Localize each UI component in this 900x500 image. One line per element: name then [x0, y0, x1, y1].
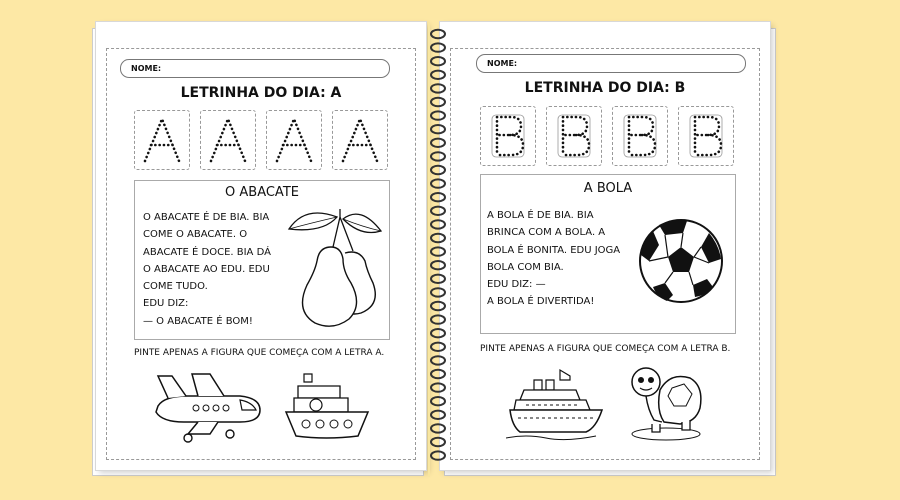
spiral-ring: [431, 220, 445, 228]
story-line: A BOLA É DE BIA. BIA: [487, 210, 594, 221]
spiral-ring: [431, 152, 445, 160]
trace-letter-a-tile[interactable]: [266, 110, 322, 170]
spiral-ring: [431, 207, 445, 215]
turtle-illustration[interactable]: [626, 362, 706, 442]
spiral-ring: [431, 343, 445, 351]
spiral-ring: [431, 356, 445, 364]
story-box: [480, 174, 736, 334]
spiral-ring: [431, 139, 445, 147]
spiral-binding: [418, 22, 458, 472]
spiral-ring: [431, 438, 445, 446]
story-line: A BOLA É DIVERTIDA!: [487, 296, 595, 308]
spiral-ring: [431, 370, 445, 378]
story-text: [487, 207, 620, 311]
spiral-ring: [431, 275, 445, 283]
spiral-ring: [431, 302, 445, 310]
story-line: BRINCA COM A BOLA. A: [487, 227, 606, 239]
story-title: O ABACATE: [225, 185, 299, 200]
trace-letter-a-tile[interactable]: [200, 110, 256, 170]
trace-letter-b-tile[interactable]: [678, 106, 734, 166]
spiral-ring: [431, 43, 445, 51]
story-box: [134, 180, 390, 340]
story-line: — O ABACATE É BOM!: [143, 315, 253, 327]
trace-letter-b-tile[interactable]: [546, 106, 602, 166]
airplane-illustration[interactable]: [148, 368, 266, 444]
spiral-ring: [431, 57, 445, 65]
spiral-ring: [431, 411, 445, 419]
story-line: COME O ABACATE. O: [143, 229, 248, 241]
page-title: LETRINHA DO DIA: A: [180, 85, 342, 101]
story-line: BOLA É BONITA. EDU JOGA: [487, 244, 621, 256]
spiral-ring: [431, 424, 445, 432]
spiral-ring: [431, 125, 445, 133]
story-line: O ABACATE AO EDU. EDU: [143, 263, 270, 275]
avocado-illustration: [285, 201, 385, 331]
spiral-ring: [431, 166, 445, 174]
trace-letter-a-tile[interactable]: [332, 110, 388, 170]
spiral-ring: [431, 98, 445, 106]
page-title: LETRINHA DO DIA: B: [524, 80, 686, 96]
coloring-instruction: PINTE APENAS A FIGURA QUE COMEÇA COM A LETRA A.: [134, 348, 385, 358]
story-line: EDU DIZ:: [143, 298, 189, 310]
coloring-instruction: PINTE APENAS A FIGURA QUE COMEÇA COM A LETRA B.: [480, 344, 731, 354]
spiral-ring: [431, 84, 445, 92]
name-field[interactable]: NOME:: [476, 54, 746, 73]
spiral-ring: [431, 288, 445, 296]
name-field[interactable]: NOME:: [120, 59, 390, 78]
spiral-ring: [431, 397, 445, 405]
story-line: EDU DIZ: —: [487, 279, 546, 291]
spiral-ring: [431, 111, 445, 119]
spiral-ring: [431, 179, 445, 187]
boat-illustration[interactable]: [282, 368, 372, 444]
story-text: [143, 209, 271, 330]
spiral-ring: [431, 193, 445, 201]
trace-letter-b-tile[interactable]: [480, 106, 536, 166]
story-title: A BOLA: [583, 181, 633, 196]
spiral-ring: [431, 234, 445, 242]
spiral-ring: [431, 247, 445, 255]
right-worksheet-page: [440, 22, 770, 470]
left-worksheet-page: [96, 22, 426, 470]
spiral-ring: [431, 30, 445, 38]
spiral-ring: [431, 451, 445, 459]
spiral-ring: [431, 71, 445, 79]
soccer-ball-illustration: [637, 217, 725, 305]
spiral-ring: [431, 383, 445, 391]
story-line: COME TUDO.: [143, 281, 208, 293]
story-line: O ABACATE É DE BIA. BIA: [143, 212, 270, 223]
story-line: BOLA COM BIA.: [487, 261, 564, 273]
ship-illustration[interactable]: [506, 366, 606, 442]
trace-letter-a-tile[interactable]: [134, 110, 190, 170]
story-line: ABACATE É DOCE. BIA DÁ: [143, 246, 271, 258]
trace-letter-b-tile[interactable]: [612, 106, 668, 166]
spiral-ring: [431, 261, 445, 269]
spiral-ring: [431, 329, 445, 337]
spiral-ring: [431, 315, 445, 323]
